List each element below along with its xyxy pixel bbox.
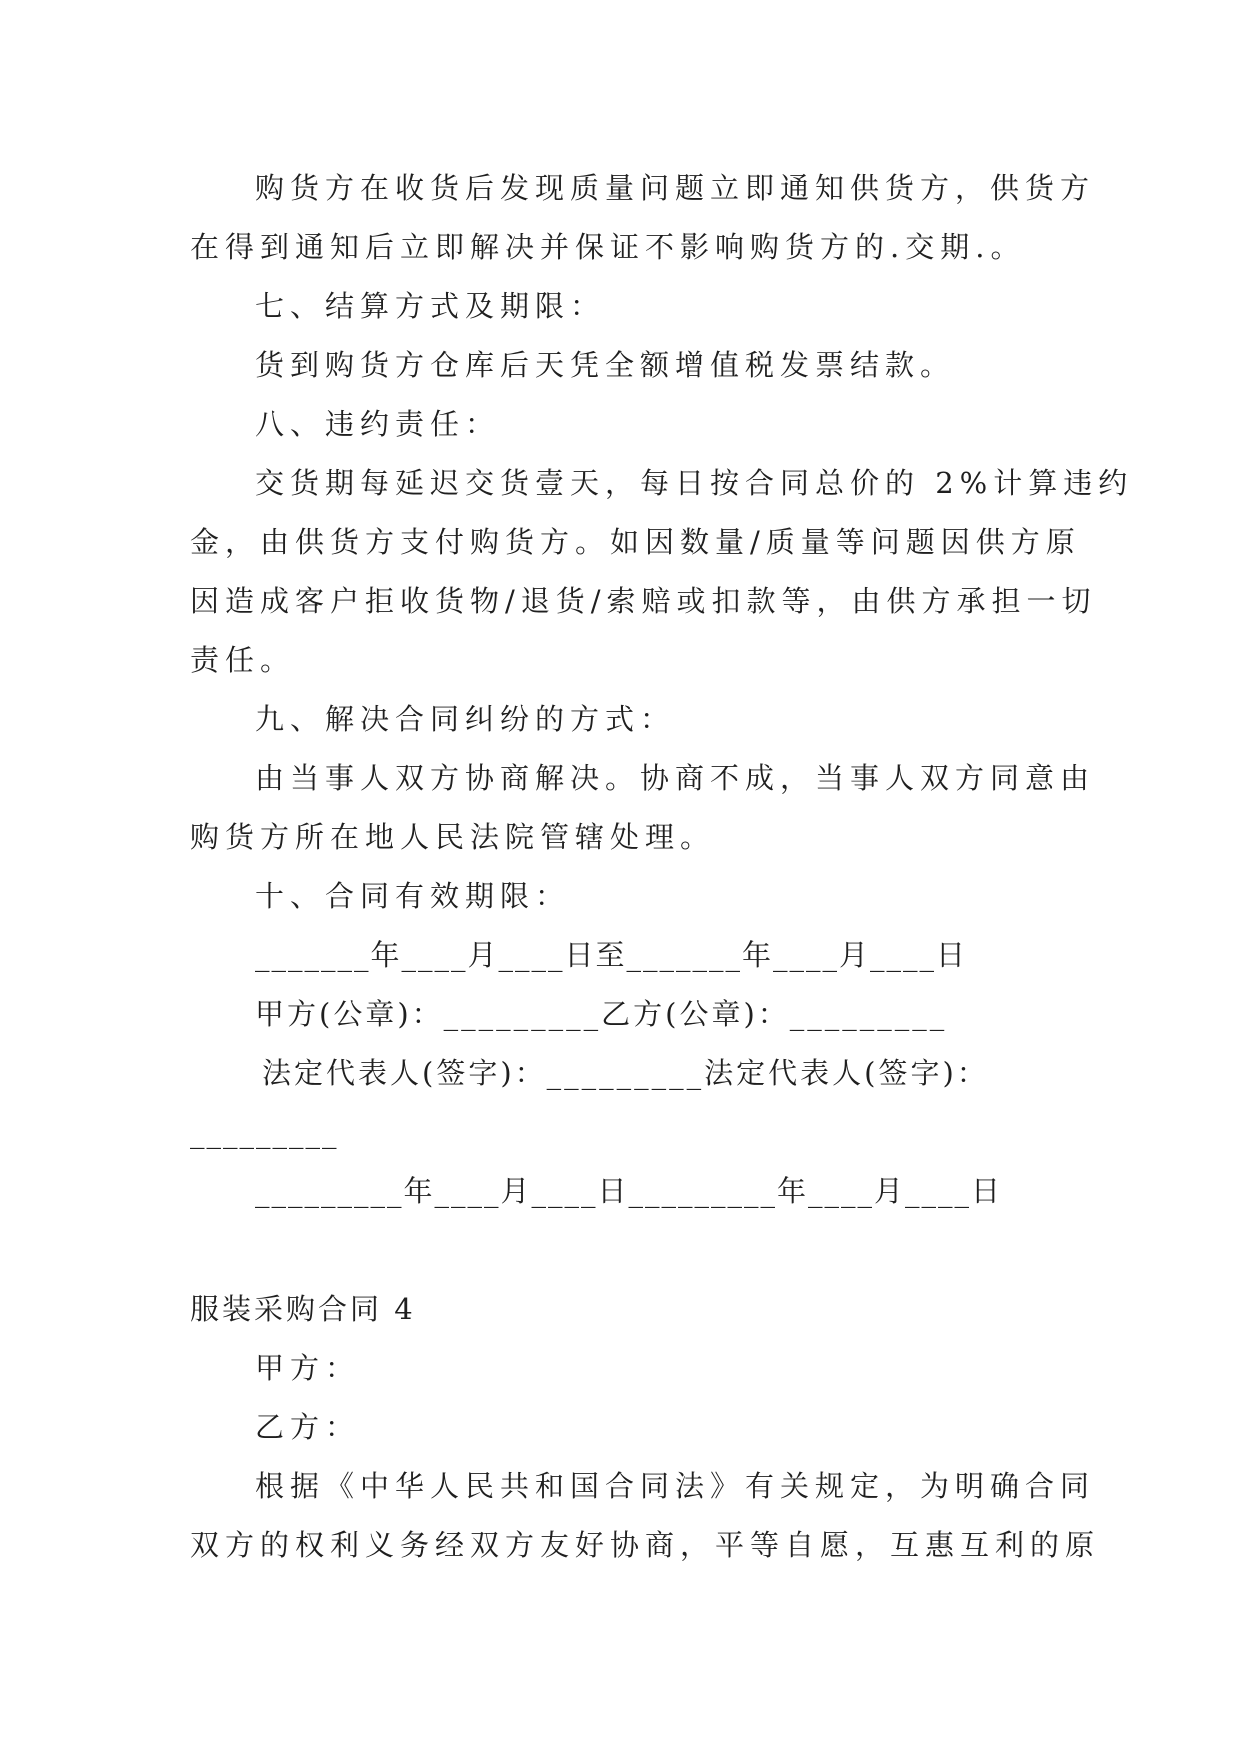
party-b-line: 乙方： <box>255 1410 361 1444</box>
section-heading: 七、结算方式及期限： <box>255 289 606 323</box>
section-heading: 八、违约责任： <box>255 407 501 441</box>
date-range-line: _______年____月____日至_______年____月____日 <box>255 938 968 972</box>
paragraph-line: 根据《中华人民共和国合同法》有关规定，为明确合同 <box>255 1469 1096 1503</box>
paragraph-line: 双方的权利义务经双方友好协商，平等自愿，互惠互利的原 <box>190 1528 1101 1562</box>
date-line: _________年____月____日_________年____月____日 <box>255 1174 1003 1208</box>
seal-line: 甲方(公章)：_________乙方(公章)：_________ <box>255 997 948 1031</box>
section-heading: 十、合同有效期限： <box>255 879 571 913</box>
paragraph-line: 购货方在收货后发现质量问题立即通知供货方，供货方 <box>255 171 1096 205</box>
paragraph-line: 由当事人双方协商解决。协商不成，当事人双方同意由 <box>255 761 1096 795</box>
paragraph-line: 金，由供货方支付购货方。如因数量/质量等问题因供方原 <box>190 525 1081 559</box>
paragraph-line: 货到购货方仓库后天凭全额增值税发票结款。 <box>255 348 956 382</box>
paragraph-line: 在得到通知后立即解决并保证不影响购货方的.交期.。 <box>190 230 1026 264</box>
paragraph-line: 购货方所在地人民法院管辖处理。 <box>190 820 716 854</box>
signature-line: 法定代表人(签字)：_________法定代表人(签字)： <box>262 1056 989 1090</box>
section-heading: 九、解决合同纠纷的方式： <box>255 702 676 736</box>
signature-blank: _________ <box>190 1115 339 1149</box>
paragraph-line: 责任。 <box>190 643 296 677</box>
paragraph-line: 因造成客户拒收货物/退货/索赔或扣款等，由供方承担一切 <box>190 584 1097 618</box>
party-a-line: 甲方： <box>255 1351 361 1385</box>
contract-title: 服装采购合同 4 <box>190 1292 416 1326</box>
paragraph-line: 交货期每延迟交货壹天，每日按合同总价的 2%计算违约 <box>255 466 1134 500</box>
